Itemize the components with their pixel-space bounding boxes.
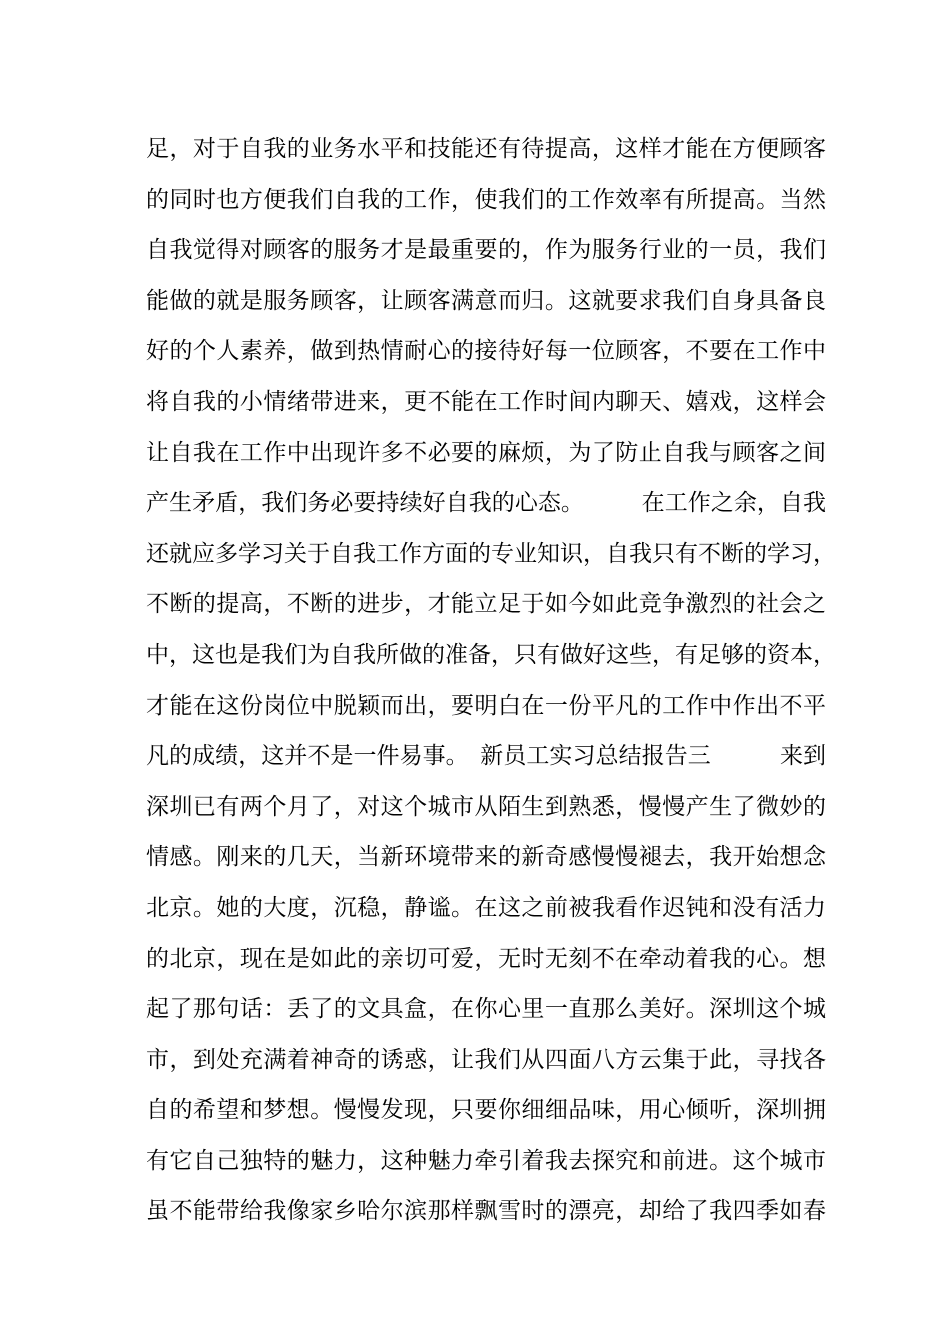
text-line: 中，这也是我们为自我所做的准备，只有做好这些，有足够的资本，	[146, 641, 836, 668]
text-line: 能做的就是服务顾客，让顾客满意而归。这就要求我们自身具备良	[146, 287, 826, 314]
text-line: 情感。刚来的几天，当新环境带来的新奇感慢慢褪去，我开始想念	[146, 844, 826, 871]
text-line: 凡的成绩，这并不是一件易事。 新员工实习总结报告三 来到	[146, 743, 826, 770]
text-line: 自我觉得对顾客的服务才是最重要的，作为服务行业的一员，我们	[146, 237, 826, 264]
text-line: 市，到处充满着神奇的诱惑，让我们从四面八方云集于此，寻找各	[146, 1046, 826, 1073]
text-line: 让自我在工作中出现许多不必要的麻烦，为了防止自我与顾客之间	[146, 439, 826, 466]
text-line: 的北京，现在是如此的亲切可爱，无时无刻不在牵动着我的心。想	[146, 945, 826, 972]
text-line: 的同时也方便我们自我的工作，使我们的工作效率有所提高。当然	[146, 186, 826, 213]
text-line: 产生矛盾，我们务必要持续好自我的心态。 在工作之余，自我	[146, 490, 826, 517]
text-line: 有它自己独特的魅力，这种魅力牵引着我去探究和前进。这个城市	[146, 1147, 826, 1174]
text-line: 还就应多学习关于自我工作方面的专业知识，自我只有不断的学习，	[146, 540, 836, 567]
text-line: 北京。她的大度，沉稳，静谧。在这之前被我看作迟钝和没有活力	[146, 894, 826, 921]
text-line: 将自我的小情绪带进来，更不能在工作时间内聊天、嬉戏，这样会	[146, 388, 826, 415]
text-line: 自的希望和梦想。慢慢发现，只要你细细品味，用心倾听，深圳拥	[146, 1097, 826, 1124]
body-text	[146, 124, 836, 1237]
text-line: 深圳已有两个月了，对这个城市从陌生到熟悉，慢慢产生了微妙的	[146, 793, 826, 820]
text-line: 才能在这份岗位中脱颖而出，要明白在一份平凡的工作中作出不平	[146, 692, 826, 719]
text-line: 起了那句话：丢了的文具盒，在你心里一直那么美好。深圳这个城	[146, 996, 826, 1023]
text-line: 虽不能带给我像家乡哈尔滨那样飘雪时的漂亮，却给了我四季如春	[146, 1198, 826, 1225]
text-line: 不断的提高，不断的进步，才能立足于如今如此竞争激烈的社会之	[146, 591, 826, 618]
text-line: 好的个人素养，做到热情耐心的接待好每一位顾客，不要在工作中	[146, 338, 826, 365]
text-line: 足，对于自我的业务水平和技能还有待提高，这样才能在方便顾客	[146, 136, 826, 162]
